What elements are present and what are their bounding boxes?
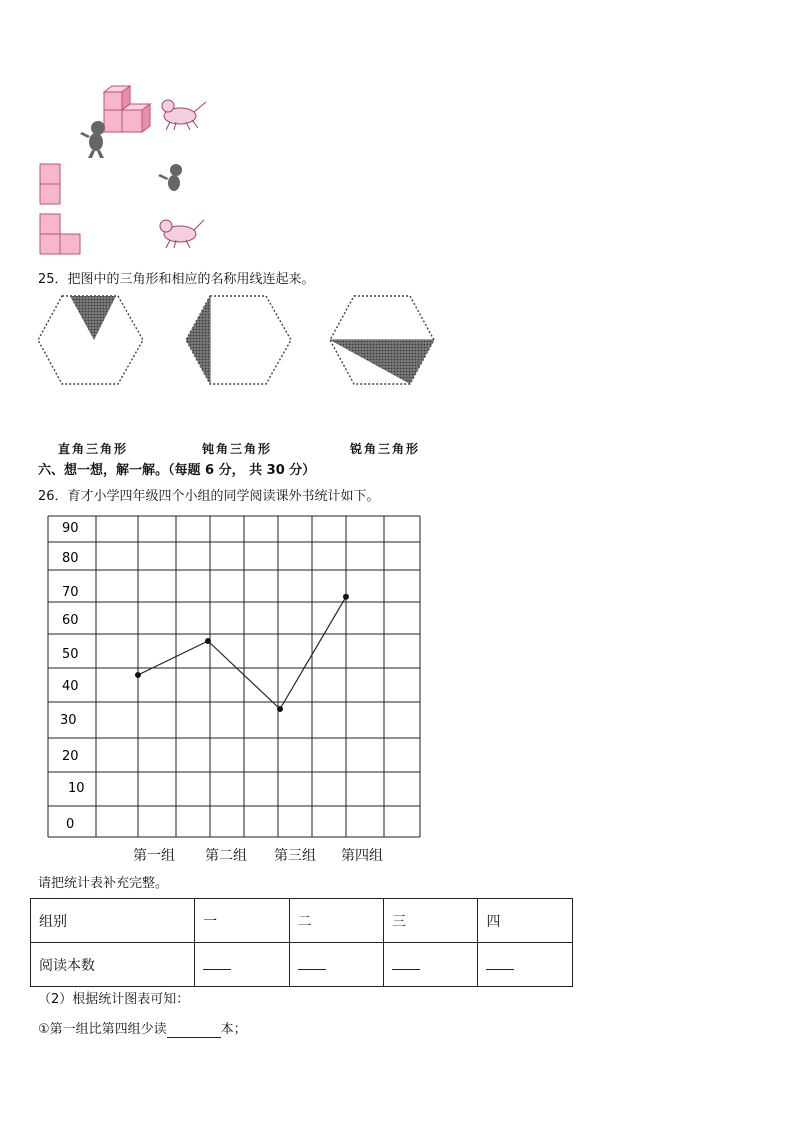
- cube-figure: [30, 80, 230, 260]
- answer-blank-4[interactable]: [478, 943, 573, 987]
- x-category-label: 第三组: [274, 848, 316, 864]
- series-line: [135, 594, 349, 712]
- view-side: [40, 214, 80, 254]
- table-cell-header: 阅读本数: [31, 943, 195, 987]
- dog-icon-small: [160, 220, 204, 248]
- q25-prompt: 25．把图中的三角形和相应的名称用线连起来。: [38, 272, 315, 287]
- q26-sub2-item1-after: 本；: [220, 1022, 247, 1037]
- triangle-label-acute: 锐角三角形: [350, 442, 421, 456]
- data-point: [277, 706, 283, 712]
- q26-prompt: 26．育才小学四年级四个小组的同学阅读课外书统计如下。: [38, 489, 380, 504]
- dog-icon: [162, 100, 206, 130]
- view-front: [40, 164, 60, 204]
- data-point: [205, 638, 211, 644]
- y-axis-labels: [60, 521, 85, 832]
- hexagon-3: [330, 296, 434, 384]
- y-tick-label: 0: [66, 817, 75, 832]
- y-tick-label: 50: [62, 647, 79, 662]
- x-category-label: 第四组: [341, 848, 383, 864]
- table-row: [31, 899, 573, 943]
- series-segment: [138, 641, 208, 675]
- monkey-icon: [80, 121, 105, 158]
- y-tick-label: 40: [62, 679, 79, 694]
- y-tick-label: 90: [62, 521, 79, 536]
- series-segment: [280, 597, 346, 709]
- shaded-triangle-1: [70, 296, 116, 340]
- y-tick-label: 30: [60, 713, 77, 728]
- chart-grid: [48, 516, 420, 837]
- data-point: [343, 594, 349, 600]
- data-point: [135, 672, 141, 678]
- q26-sub2: （2）根据统计图表可知：: [38, 992, 190, 1007]
- x-category-label: 第一组: [133, 848, 175, 864]
- y-tick-label: 20: [62, 749, 79, 764]
- table-cell-group-2: 二: [289, 899, 383, 943]
- table-cell-group-4: 四: [478, 899, 573, 943]
- table-cell-header: 组别: [31, 899, 195, 943]
- y-tick-label: 10: [68, 781, 85, 796]
- answer-blank-3[interactable]: [384, 943, 478, 987]
- table-cell-group-3: 三: [384, 899, 478, 943]
- x-category-label: 第二组: [205, 848, 247, 864]
- hexagon-1: [38, 296, 143, 384]
- hexagon-figures: [36, 292, 446, 392]
- y-tick-label: 80: [62, 551, 79, 566]
- cube-stack: [104, 86, 150, 132]
- section-6-heading: 六、想一想，解一解。（每题 6 分， 共 30 分）: [38, 463, 316, 478]
- y-tick-label: 70: [62, 585, 79, 600]
- shaded-triangle-2: [186, 296, 210, 384]
- monkey-icon-small: [158, 164, 182, 191]
- answer-blank-1[interactable]: [195, 943, 289, 987]
- reading-line-chart: [40, 510, 430, 845]
- y-tick-label: 60: [62, 613, 79, 628]
- shaded-triangle-3: [330, 340, 434, 384]
- triangle-label-right: 直角三角形: [58, 442, 129, 456]
- answer-blank-diff[interactable]: [167, 1023, 221, 1038]
- stat-table: [30, 898, 573, 987]
- table-row: [31, 943, 573, 987]
- hexagon-2: [186, 296, 291, 384]
- q26-instruction: 请把统计表补充完整。: [38, 876, 169, 891]
- answer-blank-2[interactable]: [289, 943, 383, 987]
- q26-sub2-item1: [38, 1022, 247, 1038]
- table-cell-group-1: 一: [195, 899, 289, 943]
- triangle-label-obtuse: 钝角三角形: [202, 442, 273, 456]
- q26-sub2-item1-before: ①第一组比第四组少读: [38, 1022, 167, 1037]
